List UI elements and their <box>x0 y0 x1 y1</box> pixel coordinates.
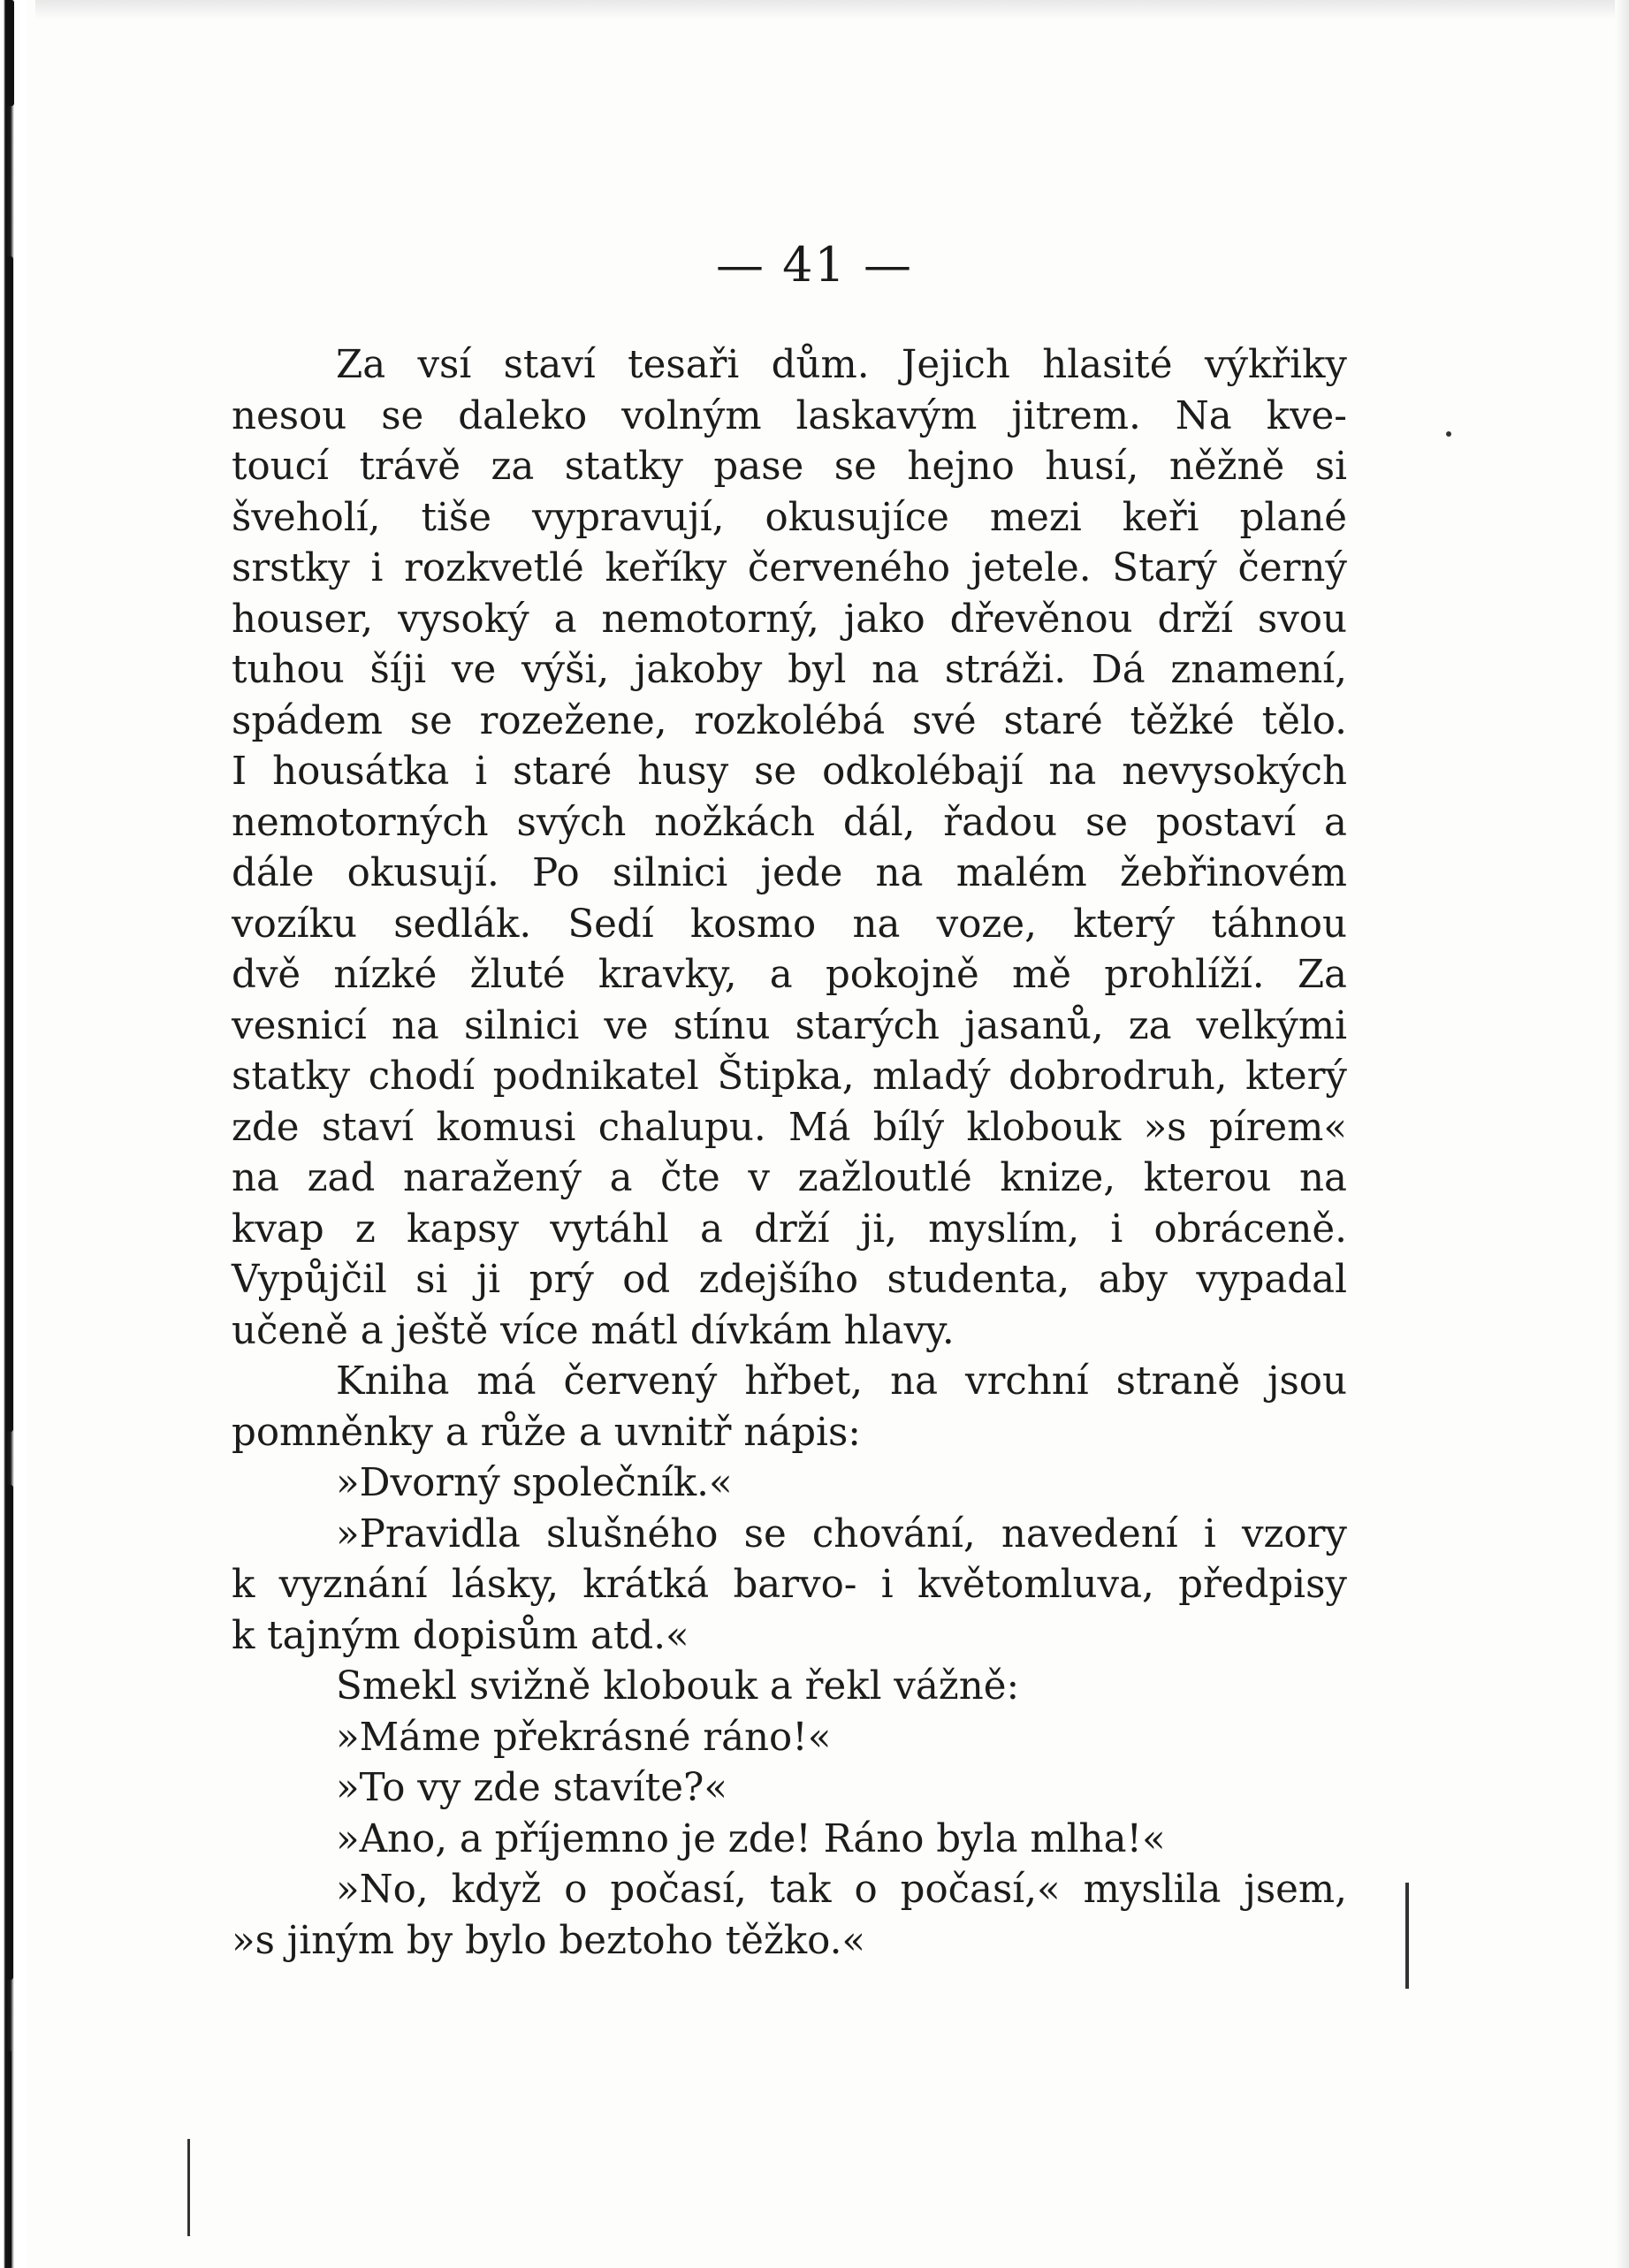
text-line: Za vsí staví tesaři dům. Jejich hlasité výkřiky <box>336 343 1347 387</box>
body-text <box>232 340 1347 1967</box>
page-top-shadow <box>35 0 1629 19</box>
text-line: vozíku sedlák. Sedí kosmo na voze, který táhnou <box>232 902 1347 947</box>
text-line: I housátka i staré husy se odkolébají na nevysokých <box>232 750 1347 794</box>
text-line: vesnicí na silnici ve stínu starých jasanů, za velkými <box>232 1003 1347 1048</box>
binding-mark <box>5 0 14 106</box>
text-line: nemotorných svých nožkách dál, řadou se postaví a <box>232 800 1347 845</box>
text-line: statky chodí podnikatel Štipka, mladý dobrodruh, který <box>232 1054 1347 1099</box>
text-line: kvap z kapsy vytáhl a drží ji, myslím, i obráceně. <box>232 1206 1347 1252</box>
text-line: na zad naražený a čte v zažloutlé knize, kterou na <box>232 1156 1347 1200</box>
text-line: tuhou šíji ve výši, jakoby byl na stráži. Dá znamení, <box>232 648 1347 692</box>
page-right-edge <box>1615 0 1629 2268</box>
scan-speck <box>187 2139 190 2236</box>
text-line: »s jiným by bylo beztoho těžko.« <box>232 1918 866 1963</box>
text-line: srstky i rozkvetlé keříky červeného jetele. Starý černý <box>232 546 1347 590</box>
text-line: pomněnky a růže a uvnitř nápis: <box>232 1410 861 1455</box>
text-line: dvě nízké žluté kravky, a pokojně mě prohlíží. Za <box>232 953 1347 997</box>
scan-speck <box>1446 431 1451 437</box>
text-line: spádem se rozežene, rozkolébá své staré těžké tělo. <box>232 698 1347 743</box>
text-line: »Pravidla slušného se chování, navedení i vzory <box>336 1511 1347 1556</box>
text-line: »To vy zde stavíte?« <box>336 1766 727 1810</box>
binding-mark <box>7 256 13 1432</box>
binding-edge <box>0 0 27 2268</box>
page-number: — 41 — <box>715 237 914 293</box>
text-line: k vyznání lásky, krátká barvo- i květomluva, předpisy <box>232 1563 1347 1607</box>
text-line: »Dvorný společník.« <box>336 1461 733 1505</box>
text-line: Kniha má červený hřbet, na vrchní straně jsou <box>336 1359 1347 1404</box>
text-line: houser, vysoký a nemotorný, jako dřevěnou drží svou <box>232 597 1347 642</box>
text-line: dále okusují. Po silnici jede na malém žebřinovém <box>232 851 1347 895</box>
text-line: nesou se daleko volným laskavým jitrem. Na kve- <box>232 393 1347 438</box>
scan-speck <box>1405 1883 1409 1989</box>
text-line: k tajným dopisům atd.« <box>232 1613 689 1658</box>
text-line: »Máme překrásné ráno!« <box>336 1715 832 1760</box>
text-line: učeně a ještě více mátl dívkám hlavy. <box>232 1308 955 1353</box>
text-line: Smekl svižně klobouk a řekl vážně: <box>336 1664 1020 1709</box>
text-line: toucí trávě za statky pase se hejno husí, něžně si <box>232 445 1347 489</box>
text-line: »No, když o počasí, tak o počasí,« myslila jsem, <box>336 1868 1347 1912</box>
text-line: »Ano, a příjemno je zde! Ráno byla mlha!« <box>336 1816 1166 1861</box>
text-line: zde staví komusi chalupu. Má bílý klobouk »s pírem« <box>232 1105 1347 1150</box>
text-line: Vypůjčil si ji prý od zdejšího studenta, aby vypadal <box>232 1258 1347 1302</box>
text-line: šveholí, tiše vypravují, okusujíce mezi keři plané <box>232 495 1347 540</box>
binding-mark <box>8 2051 11 2268</box>
binding-mark <box>7 1485 13 1980</box>
